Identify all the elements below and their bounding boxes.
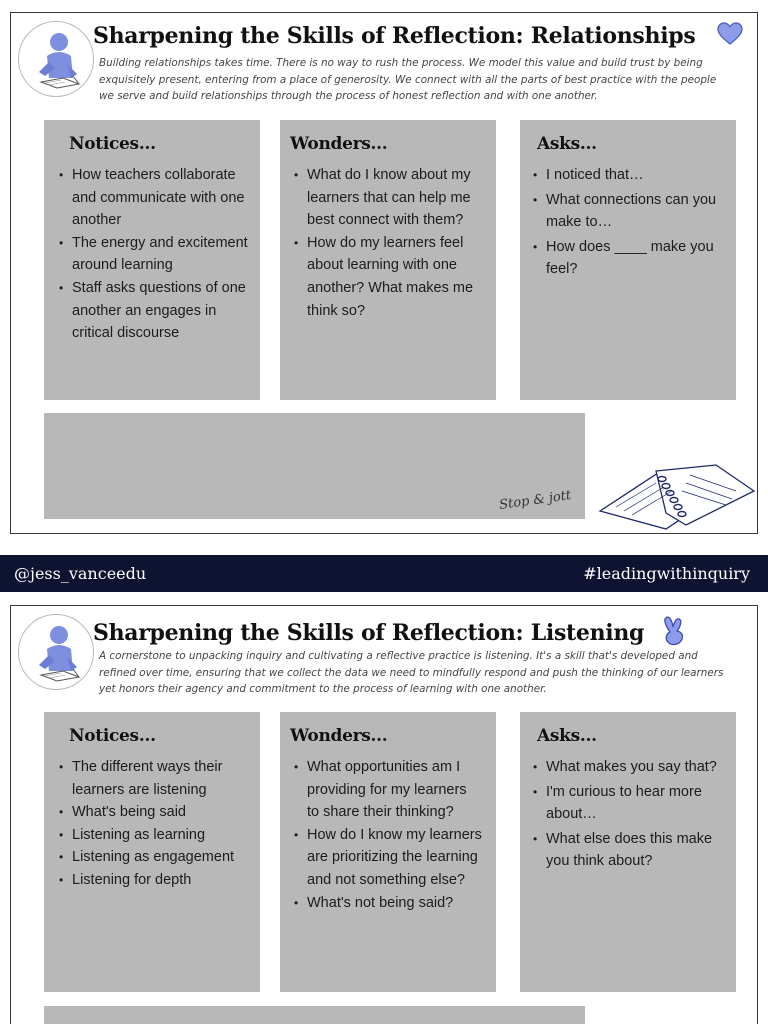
- title-topic: Relationships: [530, 23, 696, 49]
- notices-box: [44, 712, 260, 992]
- list-item: • How teachers collaborate and communicate with one another: [58, 164, 256, 232]
- notices-heading: Notices...: [69, 726, 156, 746]
- list-item: • What do I know about my learners that can help me best connect with them?: [293, 164, 482, 232]
- wonders-list: [293, 756, 482, 914]
- footer-banner: [0, 555, 768, 592]
- heart-icon: [717, 22, 743, 52]
- title-prefix: Sharpening the Skills of Reflection:: [93, 23, 531, 49]
- intro-text: Building relationships takes time. There is no way to rush the process. We model this value and build trust by being exquisitely present, entering from a place of generosity. We connect with all the parts of best practice with the people we serve and build relationships through the process of honest reflection and with one another.: [99, 57, 717, 102]
- wonders-box: [280, 712, 496, 992]
- wonders-heading: Wonders...: [290, 726, 388, 746]
- hashtag: #leadingwithinquiry: [583, 564, 750, 583]
- relationships-card: [10, 12, 758, 534]
- list-item: • Listening as engagement: [58, 846, 256, 869]
- listening-card: [10, 605, 758, 1024]
- list-item: • What's being said: [58, 801, 256, 824]
- wonders-list: [293, 164, 482, 322]
- asks-heading: Asks...: [537, 134, 597, 154]
- stop-and-jot-area[interactable]: [44, 1006, 585, 1024]
- notices-box: [44, 120, 260, 400]
- list-item: • What's not being said?: [293, 892, 482, 915]
- list-item: • What makes you say that?: [532, 756, 730, 779]
- person-writing-icon: [18, 614, 94, 690]
- list-item: • I noticed that…: [532, 164, 730, 187]
- list-item: • Listening for depth: [58, 869, 256, 892]
- list-item: • The different ways their learners are listening: [58, 756, 256, 801]
- intro-text: A cornerstone to unpacking inquiry and cultivating a reflective practice is listening. It's a skill that's developed and refined over time, ensuring that we collect the data we need to mindfully respond and push the thinking of our learners yet honors their agency and commitment to the process of learning with one another.: [99, 650, 724, 695]
- person-writing-icon: [18, 21, 94, 97]
- stop-and-jot-label: Stop & jott: [498, 488, 573, 513]
- asks-box: [520, 120, 736, 400]
- wonders-box: [280, 120, 496, 400]
- asks-list: [532, 164, 730, 281]
- notices-heading: Notices...: [69, 134, 156, 154]
- list-item: • What opportunities am I providing for my learners to share their thinking?: [293, 756, 482, 824]
- notices-list: [58, 756, 256, 892]
- notices-list: [58, 164, 256, 345]
- list-item: • How do I know my learners are prioritizing the learning and not something else?: [293, 824, 482, 892]
- wonders-heading: Wonders...: [290, 134, 388, 154]
- notebook-icon: [596, 463, 756, 538]
- title-topic: Listening: [530, 620, 645, 646]
- asks-box: [520, 712, 736, 992]
- asks-heading: Asks...: [537, 726, 597, 746]
- asks-list: [532, 756, 730, 873]
- list-item: • The energy and excitement around learning: [58, 232, 256, 277]
- list-item: • Listening as learning: [58, 824, 256, 847]
- list-item: • I'm curious to hear more about…: [532, 781, 730, 826]
- list-item: • What connections can you make to…: [532, 189, 730, 234]
- page-title: [93, 22, 743, 52]
- list-item: • Staff asks questions of one another an engages in critical discourse: [58, 277, 256, 345]
- social-handle: @jess_vanceedu: [14, 564, 147, 583]
- list-item: • How does ____ make you feel?: [532, 236, 730, 281]
- list-item: • How do my learners feel about learning with one another? What makes me think so?: [293, 232, 482, 322]
- title-prefix: Sharpening the Skills of Reflection:: [93, 620, 531, 646]
- list-item: • What else does this make you think about?: [532, 828, 730, 873]
